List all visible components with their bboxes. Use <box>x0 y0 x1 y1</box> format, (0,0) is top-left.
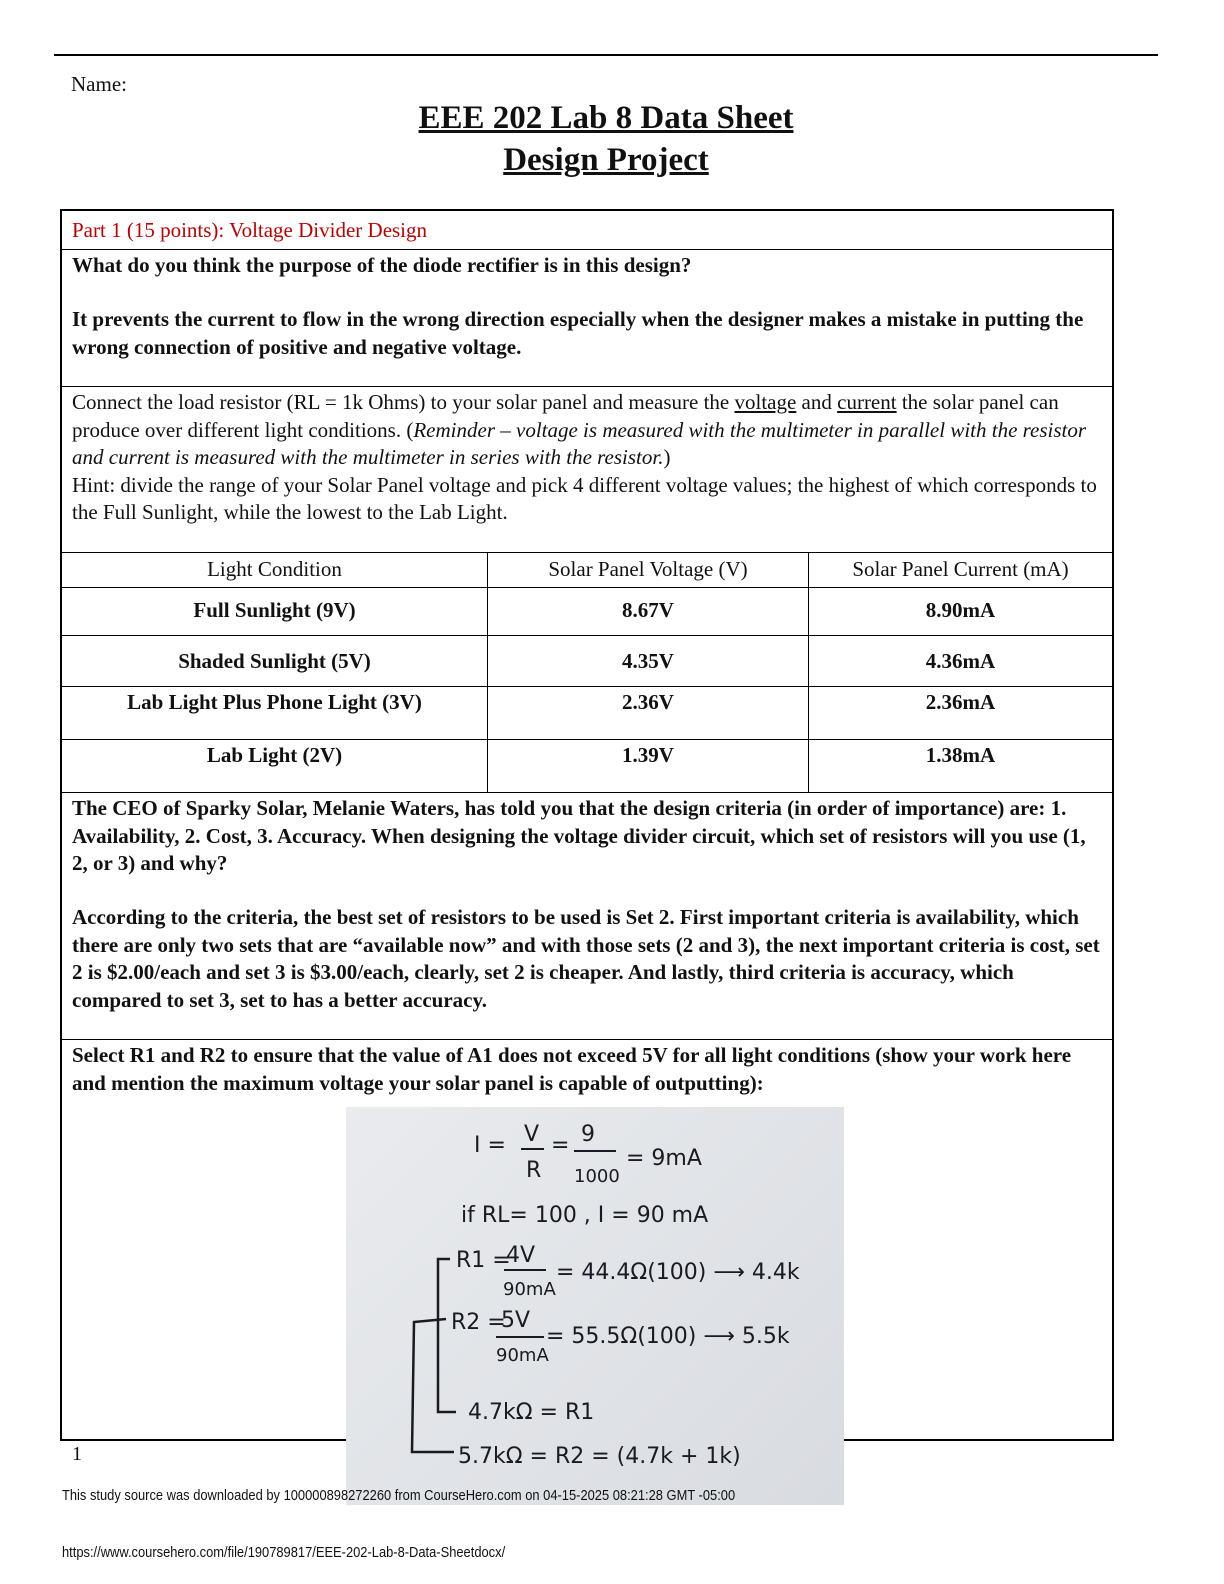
hw-text: 90mA <box>496 1345 549 1366</box>
document-subtitle: Design Project <box>503 142 709 178</box>
hw-text: 4V <box>506 1243 536 1268</box>
question-resistor-set: The CEO of Sparky Solar, Melanie Waters, has told you that the design criteria (in order of importance) are: 1. Availability, 2. Cost, 3. Accuracy. When designing the voltage divider circuit, which set of resistors will you use (1, 2, or 3) and why? <box>72 796 1086 875</box>
table-row <box>62 588 1112 636</box>
hw-text: if RL= 100 , I = 90 mA <box>461 1203 709 1228</box>
criteria-row <box>62 793 1112 1040</box>
cell-voltage: 2.36V <box>488 687 809 739</box>
hw-text: 5.7kΩ = R2 = (4.7k + 1k) <box>458 1444 741 1469</box>
cell-current: 2.36mA <box>925 690 996 714</box>
connect-instructions: Connect the load resistor (RL = 1k Ohms) to your solar panel and measure the voltage and current the solar panel can produce over different light conditions. (Reminder – voltage is measured with the multimeter in parallel with the resistor and current is measured with the multimeter in series with the resistor.) Hint: divide the range of your Solar Panel voltage and pick 4 different voltage values; the highest of which corresponds to the Full Sunlight, while the lowest to the Lab Light. <box>72 390 1097 524</box>
hw-text: 5V <box>501 1308 531 1333</box>
hw-text: = 44.4Ω(100) ⟶ 4.4k <box>556 1260 800 1285</box>
source-url[interactable]: https://www.coursehero.com/file/190789817/EEE-202-Lab-8-Data-Sheetdocx/ <box>62 1544 506 1561</box>
cell-current: 4.36mA <box>925 649 996 673</box>
top-rule <box>54 54 1158 56</box>
page-number: 1 <box>72 1443 82 1465</box>
col-header: Light Condition <box>62 553 488 587</box>
cell-current: 1.38mA <box>925 743 996 767</box>
hw-text: = 55.5Ω(100) ⟶ 5.5k <box>546 1324 790 1349</box>
document-title: EEE 202 Lab 8 Data Sheet <box>418 100 794 136</box>
hw-text: 4.7kΩ = R1 <box>468 1400 595 1425</box>
cell-voltage: 4.35V <box>488 636 809 686</box>
part1-heading: Part 1 (15 points): Voltage Divider Design <box>72 218 428 242</box>
table-row <box>62 687 1112 740</box>
cell-condition: Shaded Sunlight (5V) <box>62 636 488 686</box>
question-diode: What do you think the purpose of the diode rectifier is in this design? <box>72 253 692 277</box>
handwritten-work-photo <box>346 1107 844 1505</box>
name-label: Name: <box>71 72 127 96</box>
table-row <box>62 636 1112 687</box>
hw-text: R1 = <box>456 1248 511 1273</box>
cell-voltage: 8.67V <box>488 588 809 635</box>
cell-condition: Lab Light (2V) <box>62 740 488 792</box>
cell-voltage: 1.39V <box>488 740 809 792</box>
hw-text: I = <box>474 1133 506 1158</box>
hw-text: = <box>551 1133 570 1158</box>
table-header-row <box>62 553 1112 588</box>
answer-resistor-set: According to the criteria, the best set of resistors to be used is Set 2. First important criteria is availability, which there are only two sets that are “available now” and with those sets (2 and 3), the next important criteria is cost, set 2 is $2.00/each and set 3 is $3.00/each, clearly, set 2 is cheaper. And lastly, third criteria is accuracy, which compared to set 3, set to has a better accuracy. <box>72 905 1100 1012</box>
question-select-resistors: Select R1 and R2 to ensure that the value of A1 does not exceed 5V for all light conditions (show your work here and mention the maximum voltage your solar panel is capable of outputting): <box>72 1043 1072 1095</box>
cell-condition: Full Sunlight (9V) <box>62 588 488 635</box>
hw-text: R <box>526 1158 542 1183</box>
hw-text: 90mA <box>503 1279 556 1300</box>
answer-diode: It prevents the current to flow in the wrong direction especially when the designer makes a mistake in putting the wrong connection of positive and negative voltage. <box>72 307 1084 359</box>
q1-row <box>62 250 1112 387</box>
hw-text: 1000 <box>574 1166 620 1187</box>
table-row <box>62 740 1112 793</box>
hw-text: = 9mA <box>626 1146 702 1171</box>
col-header: Solar Panel Current (mA) <box>852 557 1069 581</box>
cell-current: 8.90mA <box>925 598 996 622</box>
download-notice: This study source was downloaded by 100000898272260 from CourseHero.com on 04-15-2025 08:21:28 GMT -05:00 <box>62 1487 736 1504</box>
hw-text: V <box>524 1122 540 1147</box>
hw-text: 9 <box>581 1122 595 1147</box>
connect-row <box>62 387 1112 553</box>
hw-text: R2 = <box>451 1310 506 1335</box>
part1-heading-row <box>62 211 1112 250</box>
cell-condition: Lab Light Plus Phone Light (3V) <box>62 687 488 739</box>
col-header: Solar Panel Voltage (V) <box>488 553 809 587</box>
